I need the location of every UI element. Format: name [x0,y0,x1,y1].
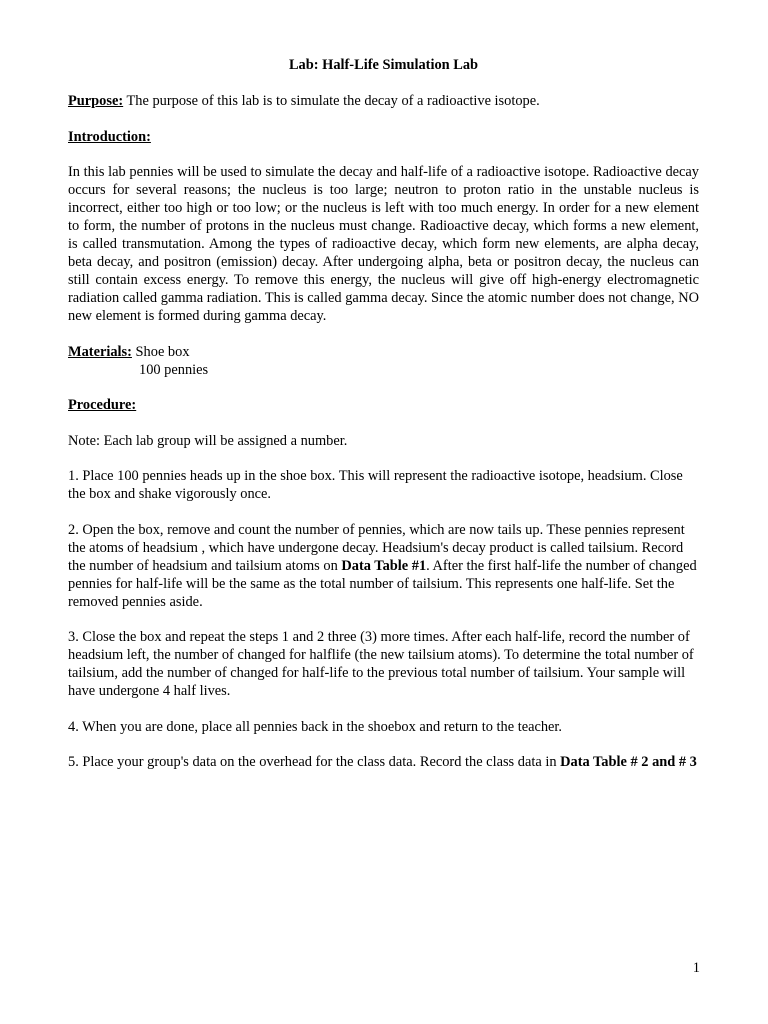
procedure-heading [68,396,699,414]
procedure-step-4: 4. When you are done, place all pennies back in the shoebox and return to the teacher. [68,718,563,735]
step-5-text: 5. Place your group's data on the overhead for the class data. Record the class data in [68,754,561,770]
procedure-note: Note: Each lab group will be assigned a number. [68,432,348,449]
purpose-paragraph [68,92,699,110]
page-number: 1 [692,960,700,976]
step-2-text: 2. Open the box, remove and count the number of pennies, which are now tails up. These pennies represent the atoms of headsium , which have undergone decay. Headsium's decay product is called tailsium. Record the number of headsium and tailsium atoms on [68,521,685,574]
introduction-text: In this lab pennies will be used to simulate the decay and half-life of a radioactive isotope. Radioactive decay occurs for several reasons; the nucleus is too large; neutron to proton ratio in the unstable nucleus is incorrect, either too high or too low; or the nucleus is left with too much energy. In order for a new element to form, the number of protons in the nucleus must change. Radioactive decay, which forms a new element, is called transmutation. Among the types of radioactive decay, which form new elements, are alpha decay, beta decay, and positron (emission) decay. After undergoing alpha, beta or positron decay, the nucleus can still contain excess energy. To remove this energy, the nucleus will give off high-energy electromagnetic radiation called gamma radiation. This is called gamma decay. Since the atomic number does not change, NO new element is formed during gamma decay. [68,164,699,324]
procedure-label: Procedure: [68,397,137,413]
materials-row [68,343,699,361]
introduction-label: Introduction: [68,128,151,145]
materials-section [68,343,699,379]
procedure-step-5 [68,753,699,771]
materials-label: Materials: [68,343,132,360]
procedure-step-2 [68,521,699,611]
introduction-heading [68,128,699,146]
data-table-2-3-reference: Data Table # 2 and # 3 [560,754,697,770]
materials-item: Shoe box [135,343,190,360]
materials-item: 100 pennies [139,361,209,378]
procedure-step-1: 1. Place 100 pennies heads up in the shoe box. This will represent the radioactive isotope, headsium. Close the box and shake vigorously once. [68,468,683,502]
data-table-1-reference: Data Table #1 [341,557,427,574]
procedure-step-3: 3. Close the box and repeat the steps 1 and 2 three (3) more times. After each half-life, record the number of headsium left, the number of changed for halflife (the new tailsium atoms). To determine the total number of tailsium, add the number of changed for half-life to the previous total number of tailsium. Your sample will have undergone 4 half lives. [68,629,694,699]
purpose-text: The purpose of this lab is to simulate the decay of a radioactive isotope. [123,93,540,109]
step-2-text-continued: . After the first half-life the number of changed pennies for half-life will be the same as the total number of tailsium. This represents one half-life. Set the removed pennies aside. [68,557,697,610]
document-title: Lab: Half-Life Simulation Lab [288,57,479,73]
purpose-label: Purpose: [68,93,124,109]
